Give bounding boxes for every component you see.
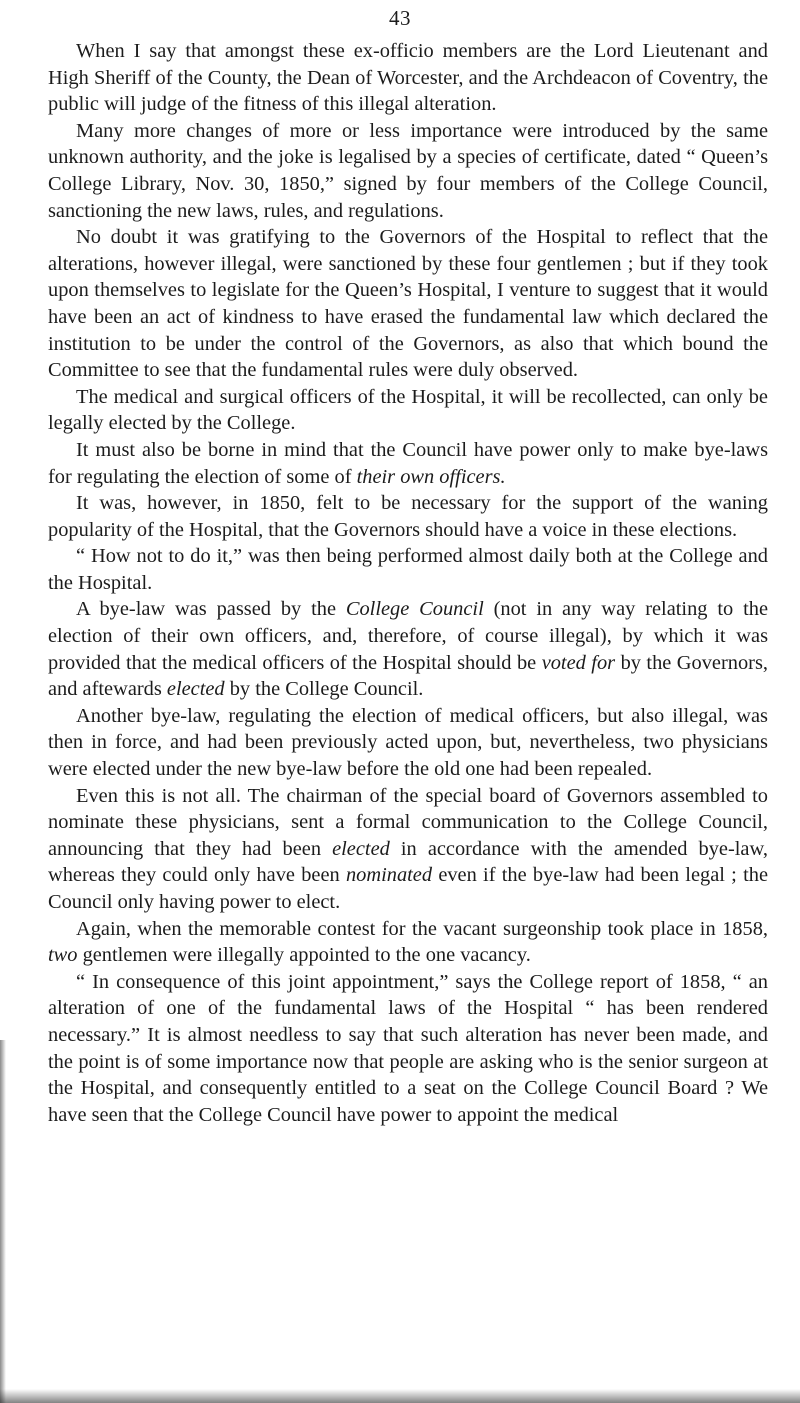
body-text: [48, 38, 768, 1128]
text-run: Another bye-law, regulating the election of medical officers, but also illegal, was then in force, and had been previously acted upon, but, nevertheless, two physicians were elected under the new bye-law before the old one had been repealed.: [48, 704, 768, 781]
emphasis-text: two: [48, 944, 78, 967]
text-run: Again, when the memorable contest for the vacant surgeonship took place in 1858,: [76, 917, 768, 940]
paragraph: [48, 703, 768, 783]
text-run: No doubt it was gratifying to the Governors of the Hospital to reflect that the alterations, however illegal, were sanctioned by these four gentlemen ; but if they took upon themselves to legislate for the Queen’s Hospital, I venture to suggest that it would have been an act of kindness to have erased the fundamental law which declared the institution to be under the control of the Governors, as also that which bound the Committee to see that the fundamental rules were duly observed.: [48, 226, 768, 382]
text-run: Even this is not all. The chairman of the special board of Governors assembled to nominate these physicians, sent a formal communication to the College Council, announcing that they had been: [48, 784, 768, 860]
text-run: in accordance with the amended bye-law, whereas they could only have been: [48, 837, 768, 887]
paragraph: [48, 384, 768, 437]
text-run: “ In consequence of this joint appointment,” says the College report of 1858, “ an alteration of one of the fundamental laws of the Hospital “ has been rendered necessary.” It is almost needless to say that such alteration has never been made, and the point is of some importance now that people are asking who is the senior surgeon at the Hospital, and consequently entitled to a seat on the College Council Board ? We have seen that the College Council have power to appoint the medical: [48, 970, 768, 1126]
emphasis-text: College Council: [345, 598, 484, 621]
text-run: When I say that amongst these ex-officio members are the Lord Lieutenant and High Sheriff of the County, the Dean of Worcester, and the Archdeacon of Coventry, the public will judge of the fitness of this illegal alteration.: [48, 40, 768, 116]
paragraph: [48, 969, 768, 1129]
text-run: The medical and surgical officers of the Hospital, it will be recollected, can only be legally elected by the College.: [48, 385, 768, 435]
scan-shadow-bottom: [0, 1389, 800, 1403]
paragraph: [48, 38, 768, 118]
text-run: by the Governors, and aftewards: [48, 651, 768, 701]
text-run: “ How not to do it,” was then being performed almost daily both at the College and the Hospital.: [48, 545, 768, 594]
paragraph: [48, 543, 768, 596]
paragraph: [48, 437, 768, 490]
text-run: gentlemen were illegally appointed to the one vacancy.: [77, 944, 531, 967]
text-run: (not in any way relating to the election of their own officers, and, therefore, of course illegal), by which it was provided that the medical officers of the Hospital should be: [48, 598, 768, 674]
emphasis-text: nominated: [345, 864, 433, 887]
text-run: by the College Council.: [224, 678, 424, 701]
text-run: A bye-law was passed by the: [76, 598, 346, 621]
emphasis-text: their own officers.: [356, 465, 506, 488]
text-run: Many more changes of more or less importance were introduced by the same unknown authority, and the joke is legalised by a species of certificate, dated “ Queen’s College Library, Nov. 30, 1850,” signed by four members of the College Council, sanctioning the new laws, rules, and regulations.: [48, 119, 768, 222]
text-run: even if the bye-law had been legal ; the Council only having power to elect.: [48, 864, 769, 913]
page-number: 43: [389, 6, 411, 30]
scan-shadow-left: [0, 1040, 6, 1403]
paragraph: [48, 224, 768, 384]
paragraph: [48, 916, 768, 969]
paragraph: [48, 490, 768, 543]
emphasis-text: elected: [166, 678, 225, 701]
paragraph: [48, 783, 768, 916]
text-run: It must also be borne in mind that the Council have power only to make bye-laws for regulating the election of some of: [48, 438, 768, 488]
text-run: It was, however, in 1850, felt to be necessary for the support of the waning popularity of the Hospital, that the Governors should have a voice in these elections.: [48, 492, 768, 541]
paragraph: [48, 118, 768, 224]
emphasis-text: elected: [332, 837, 390, 860]
emphasis-text: voted for: [541, 651, 616, 674]
paragraph: [48, 596, 768, 702]
